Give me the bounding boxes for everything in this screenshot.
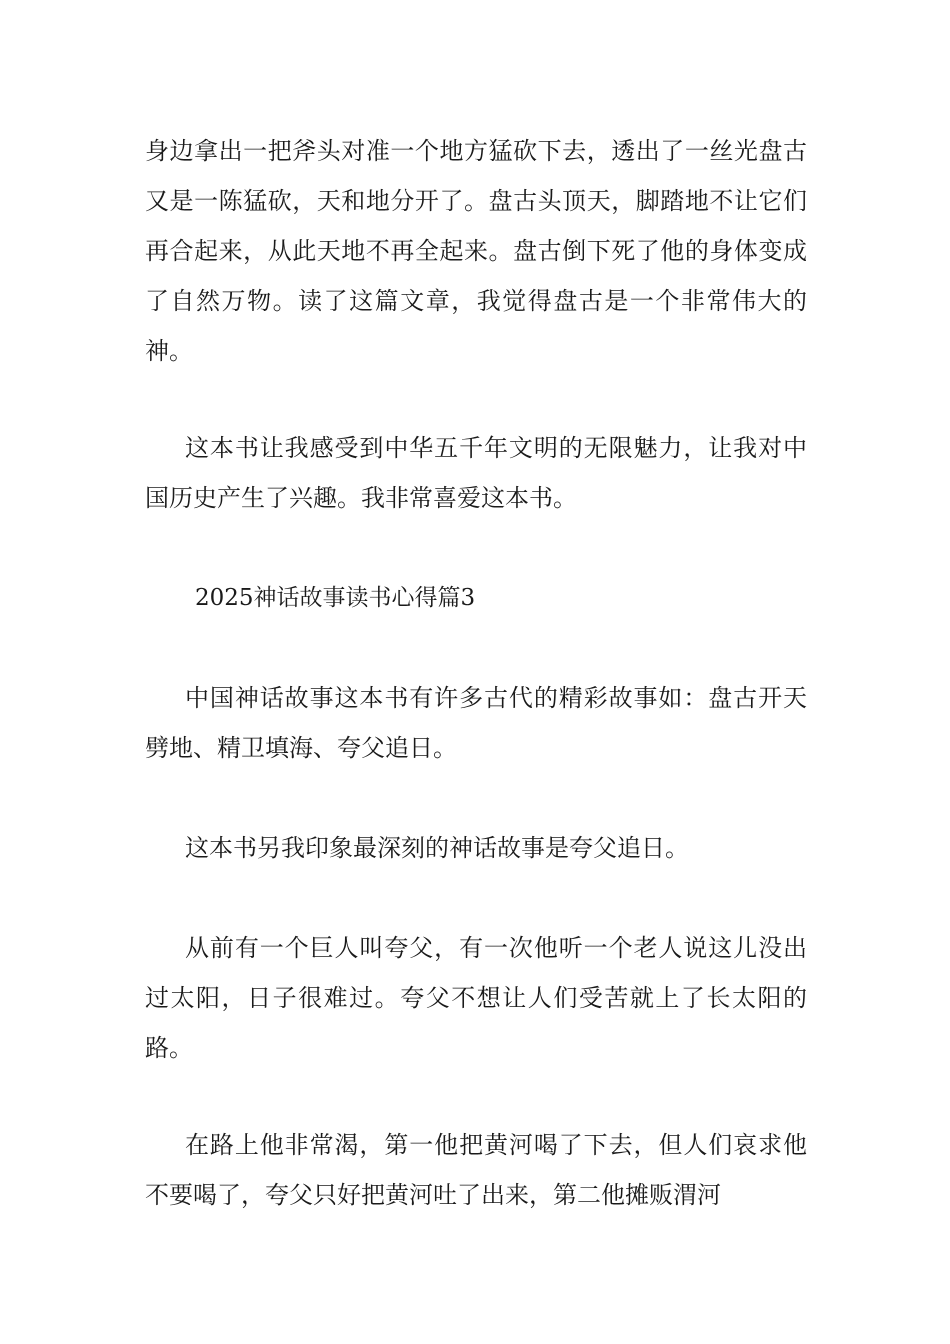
paragraph-pangu-ending: 身边拿出一把斧头对准一个地方猛砍下去，透出了一丝光盘古又是一陈猛砍，天和地分开了。盘古头顶天，脚踏地不让它们再合起来，从此天地不再全起来。盘古倒下死了他的身体变成了自然万物。读了这篇文章，我觉得盘古是一个非常伟大的神。 (145, 137, 807, 365)
paragraph-book-intro: 中国神话故事这本书有许多古代的精彩故事如：盘古开天劈地、精卫填海、夸父追日。 (145, 684, 807, 762)
section-heading: 2025神话故事读书心得篇3 (195, 585, 476, 611)
paragraph-book-feeling: 这本书让我感受到中华五千年文明的无限魅力，让我对中国历史产生了兴趣。我非常喜爱这本书。 (145, 434, 807, 512)
paragraph-kuafu-journey: 在路上他非常渴，第一他把黄河喝了下去，但人们哀求他不要喝了，夸父只好把黄河吐了出来，第二他摊贩渭河 (145, 1131, 807, 1209)
paragraph-favorite-story: 这本书另我印象最深刻的神话故事是夸父追日。 (185, 834, 689, 862)
paragraph-kuafu-intro: 从前有一个巨人叫夸父，有一次他听一个老人说这儿没出过太阳，日子很难过。夸父不想让人们受苦就上了长太阳的路。 (145, 934, 807, 1062)
